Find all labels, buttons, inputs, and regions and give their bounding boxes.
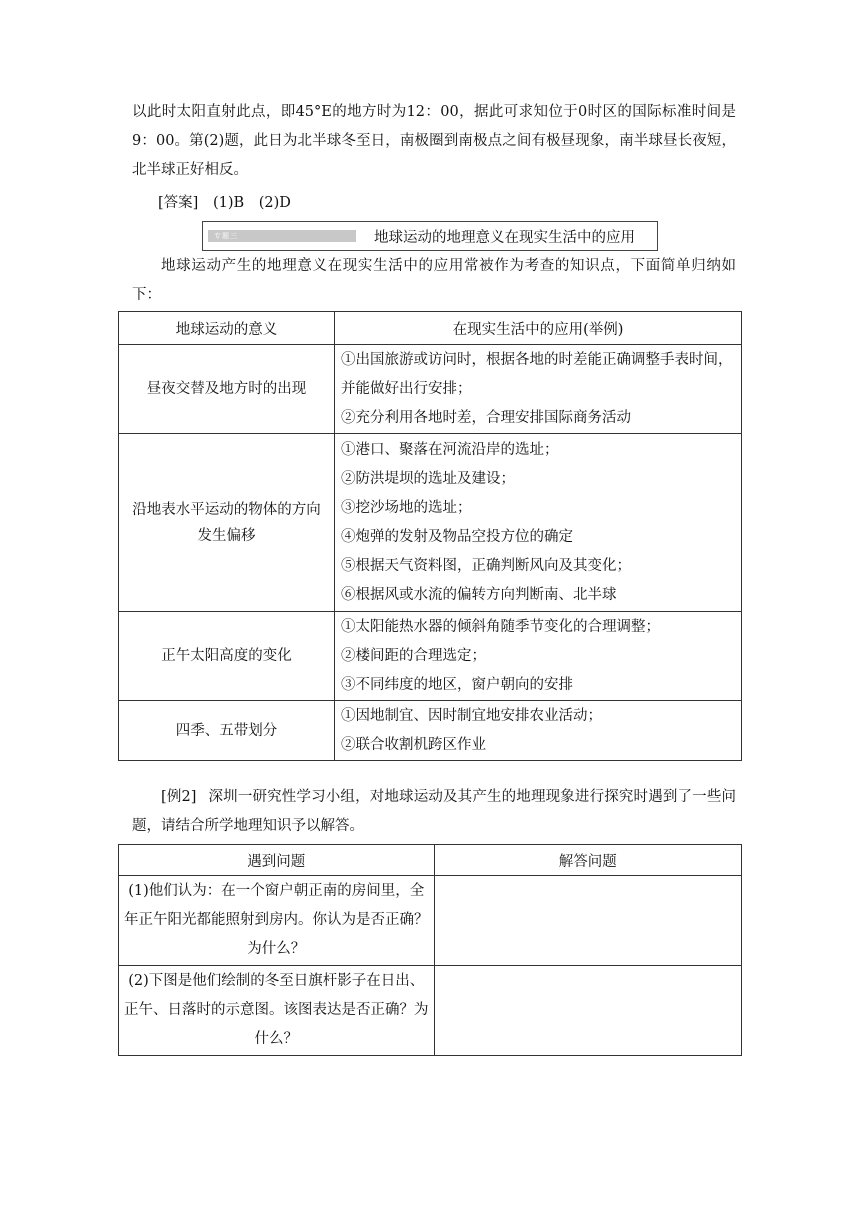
table-header-row [119, 312, 742, 345]
table-row [119, 966, 742, 1056]
table-row [119, 434, 742, 612]
header-application: 在现实生活中的应用(举例) [335, 312, 742, 345]
application-item: ①出国旅游或访问时，根据各地的时差能正确调整手表时间， [341, 351, 733, 368]
application-cell [335, 434, 742, 612]
table-row [119, 612, 742, 701]
topic-header-box [202, 221, 658, 251]
table-row [119, 345, 742, 434]
application-item: 并能做好出行安排； [341, 380, 472, 397]
answer-cell [434, 966, 741, 1056]
table-row [119, 876, 742, 966]
example-paragraph [132, 783, 736, 841]
topic-title: 地球运动的地理意义在现实生活中的应用 [374, 229, 635, 246]
answer-cell [434, 876, 741, 966]
meaning-cell: 沿地表水平运动的物体的方向发生偏移 [119, 434, 335, 612]
question-cell: (1)他们认为：在一个窗户朝正南的房间里，全年正午阳光都能照射到房内。你认为是否正确？为什么？ [119, 876, 435, 966]
header-answer: 解答问题 [434, 845, 741, 876]
header-question: 遇到问题 [119, 845, 435, 876]
application-item: ③不同纬度的地区，窗户朝向的安排 [341, 676, 573, 693]
application-item: ⑥根据风或水流的偏转方向判断南、北半球 [341, 586, 617, 603]
application-item: ④炮弹的发射及物品空投方位的确定 [341, 528, 573, 545]
table-row [119, 701, 742, 761]
application-item: ②楼间距的合理选定； [341, 647, 486, 664]
question-cell: (2)下图是他们绘制的冬至日旗杆影子在日出、正午、日落时的示意图。该图表达是否正确？为什么？ [119, 966, 435, 1056]
answer-item-1: (1)B [212, 195, 245, 211]
example-label: [例2] [161, 789, 197, 805]
answer-label: [答案] [158, 195, 199, 211]
application-cell [335, 701, 742, 761]
intro-paragraph: 以此时太阳直射此点，即45°E的地方时为12：00，据此可求知位于0时区的国际标准时间是9：00。第(2)题，此日为北半球冬至日，南极圈到南极点之间有极昼现象，南半球昼长夜短，北半球正好相反。 [132, 104, 736, 178]
application-item: ②充分利用各地时差，合理安排国际商务活动 [341, 409, 631, 426]
topic-tag [208, 230, 356, 242]
application-table [118, 311, 742, 761]
application-item: ②防洪堤坝的选址及建设； [341, 470, 515, 487]
meaning-cell: 四季、五带划分 [119, 701, 335, 761]
table-header-row [119, 845, 742, 876]
example-text: 深圳一研究性学习小组，对地球运动及其产生的地理现象进行探究时遇到了一些问题，请结合所学地理知识予以解答。 [132, 789, 736, 834]
topic-intro: 地球运动产生的地理意义在现实生活中的应用常被作为考查的知识点，下面简单归纳如下： [132, 258, 736, 303]
header-meaning: 地球运动的意义 [119, 312, 335, 345]
answer-item-2: (2)D [258, 195, 291, 211]
topic-tag-label: 专题三 [214, 232, 238, 240]
meaning-cell: 昼夜交替及地方时的出现 [119, 345, 335, 434]
answer-line [158, 190, 301, 216]
application-item: ⑤根据天气资料图，正确判断风向及其变化； [341, 557, 631, 574]
question-table [118, 844, 742, 1056]
application-cell [335, 612, 742, 701]
application-item: ①港口、聚落在河流沿岸的选址； [341, 441, 559, 458]
application-cell [335, 345, 742, 434]
application-item: ①因地制宜、因时制宜地安排农业活动； [341, 707, 602, 724]
application-item: ①太阳能热水器的倾斜角随季节变化的合理调整； [341, 618, 660, 635]
application-item: ②联合收割机跨区作业 [341, 736, 486, 753]
meaning-cell: 正午太阳高度的变化 [119, 612, 335, 701]
application-item: ③挖沙场地的选址； [341, 499, 472, 516]
